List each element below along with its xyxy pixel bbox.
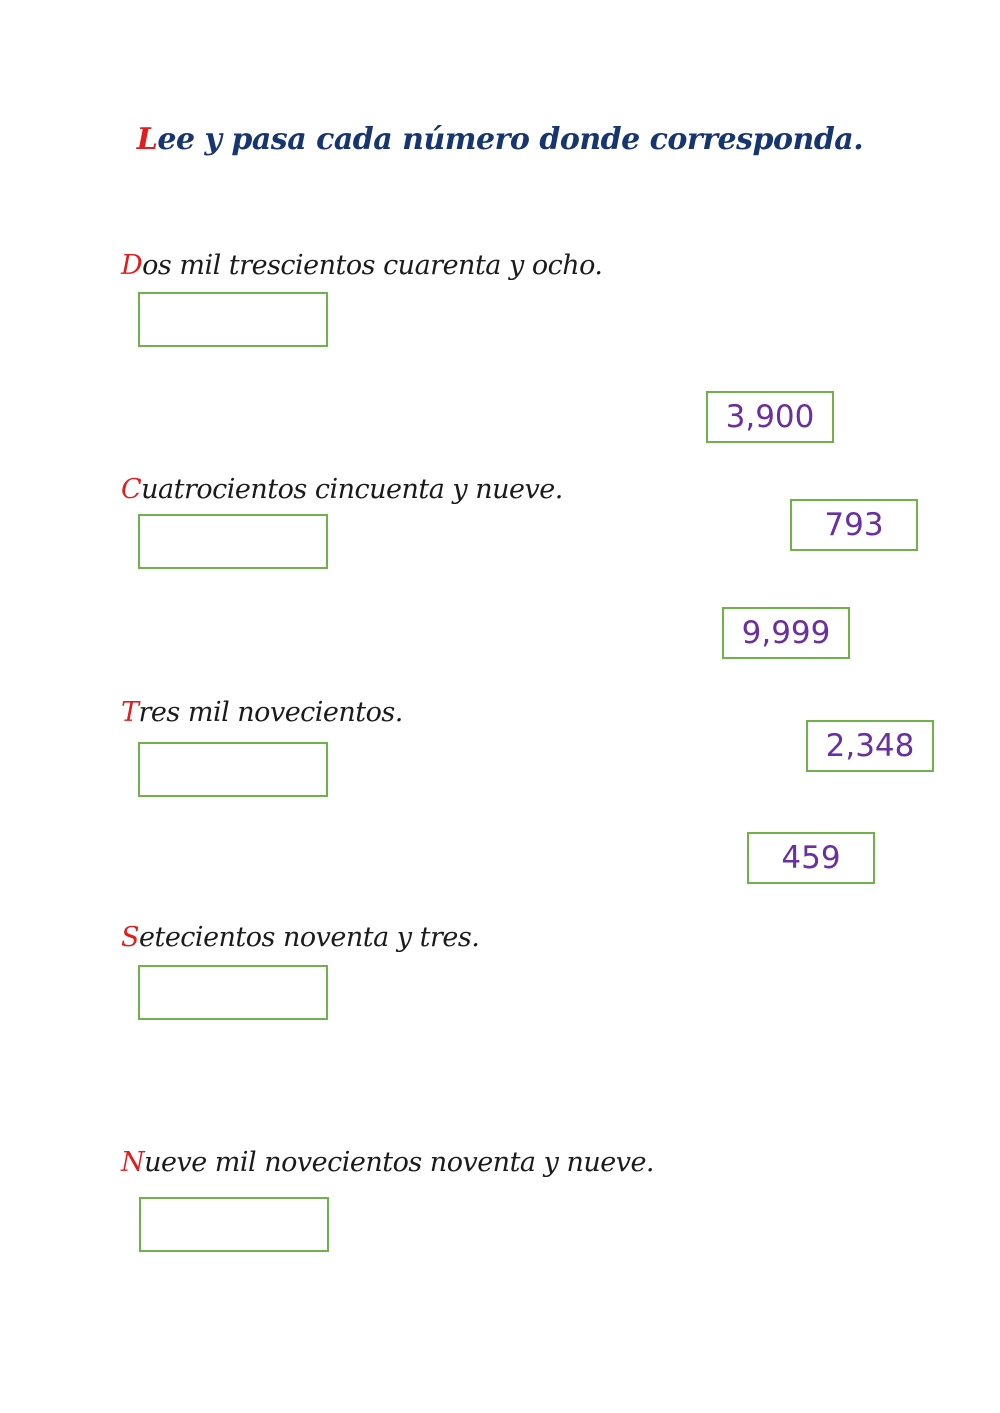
prompt-3-initial: T <box>121 697 139 728</box>
number-tile[interactable]: 2,348 <box>806 720 934 772</box>
prompt-5 <box>121 1147 654 1178</box>
answer-drop-box-1[interactable] <box>138 292 328 347</box>
answer-drop-box-2[interactable] <box>138 514 328 569</box>
number-tile[interactable]: 793 <box>790 499 918 551</box>
answer-drop-box-3[interactable] <box>138 742 328 797</box>
prompt-2 <box>121 474 563 505</box>
title-text: ee y pasa cada número donde corresponda. <box>157 122 864 157</box>
number-tile[interactable]: 459 <box>747 832 875 884</box>
prompt-2-initial: C <box>121 474 142 505</box>
answer-drop-box-4[interactable] <box>138 965 328 1020</box>
page-title <box>0 122 1000 157</box>
prompt-3 <box>121 697 403 728</box>
prompt-4-initial: S <box>121 922 139 953</box>
prompt-4 <box>121 922 479 953</box>
number-tile[interactable]: 3,900 <box>706 391 834 443</box>
answer-drop-box-5[interactable] <box>139 1197 329 1252</box>
prompt-4-text: etecientos noventa y tres. <box>139 922 480 953</box>
prompt-1-initial: D <box>121 250 143 281</box>
prompt-2-text: uatrocientos cincuenta y nueve. <box>141 474 563 505</box>
prompt-3-text: res mil novecientos. <box>138 697 403 728</box>
prompt-5-initial: N <box>121 1147 145 1178</box>
prompt-1-text: os mil trescientos cuarenta y ocho. <box>142 250 603 281</box>
prompt-5-text: ueve mil novecientos noventa y nueve. <box>144 1147 655 1178</box>
prompt-1 <box>121 250 602 281</box>
number-tile[interactable]: 9,999 <box>722 607 850 659</box>
title-initial: L <box>136 122 158 157</box>
